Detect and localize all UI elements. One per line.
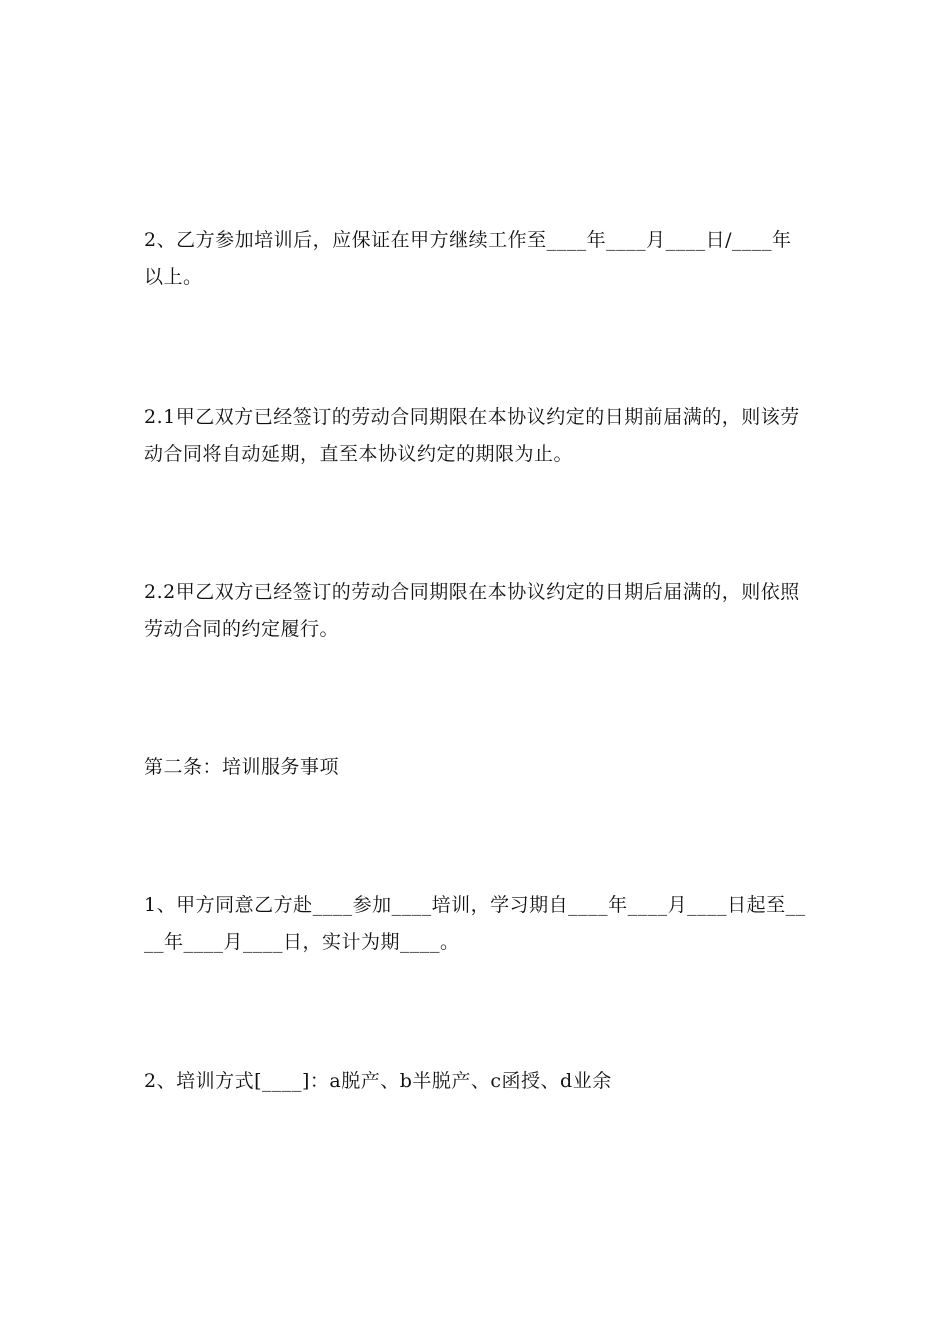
clause-2-continuation-period: 2、乙方参加培训后，应保证在甲方继续工作至____年____月____日/____年以上。 — [144, 229, 792, 288]
clause-2-1-contract-extension: 2.1甲乙双方已经签订的劳动合同期限在本协议约定的日期前届满的，则该劳动合同将自动延期，直至本协议约定的期限为止。 — [144, 406, 800, 465]
article-2-heading: 第二条：培训服务事项 — [144, 756, 340, 778]
clause-2-2-contract-performance: 2.2甲乙双方已经签订的劳动合同期限在本协议约定的日期后届满的，则依照劳动合同的约定履行。 — [144, 581, 800, 640]
article-2-clause-1-training-period: 1、甲方同意乙方赴____参加____培训，学习期自____年____月____日起至____年____月____日，实计为期____。 — [144, 894, 806, 953]
article-2-clause-2-training-method: 2、培训方式[____]：a脱产、b半脱产、c函授、d业余 — [144, 1070, 612, 1092]
